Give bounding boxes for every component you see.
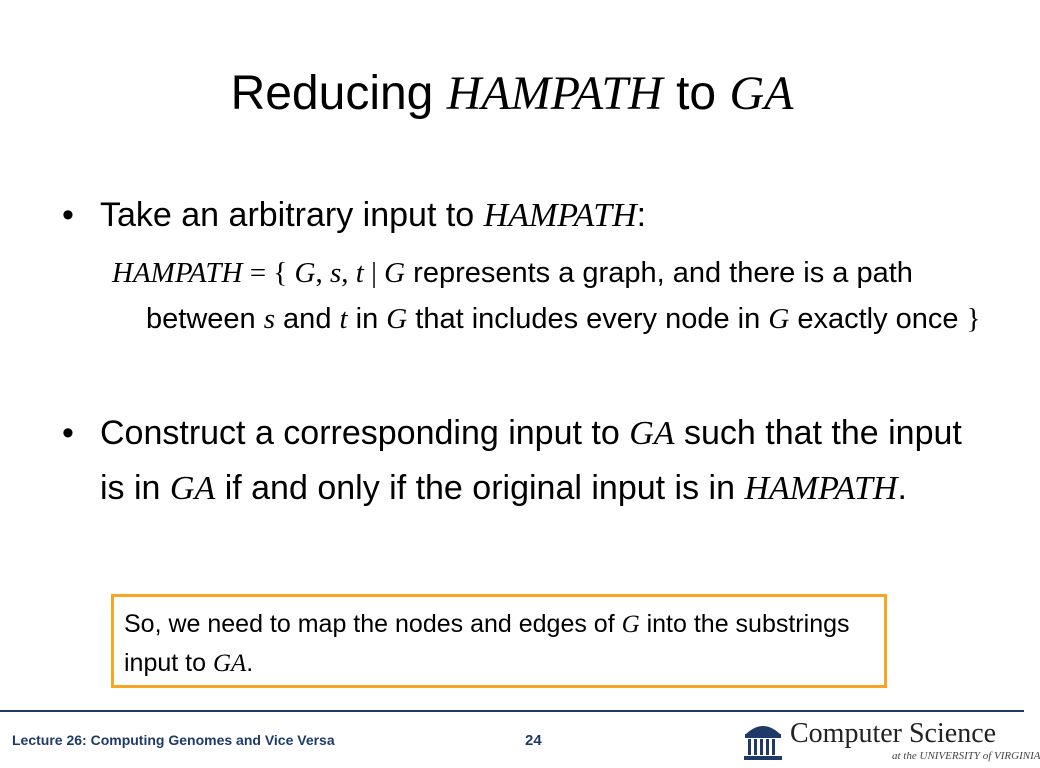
bullet-2-t2: such that the input is in [100, 414, 962, 507]
bullet-1-t2: : [636, 196, 647, 234]
bullet-dot: • [62, 414, 74, 452]
bullet-1-t1: Take an arbitrary input to [100, 196, 484, 234]
def-t2-var: t [339, 303, 348, 335]
note-box [111, 594, 887, 688]
bullet-2-m1: GA [629, 415, 675, 452]
def-g: G [294, 257, 316, 289]
def-t5: exactly once [789, 303, 967, 335]
bullet-2-t4: . [897, 469, 907, 507]
def-t2: and [275, 303, 340, 335]
note-m2: GA [212, 650, 247, 677]
bullet-dot: • [62, 196, 74, 234]
def-comma-2: , [341, 257, 356, 289]
def-comma-1: , [315, 257, 330, 289]
rotunda-icon [742, 718, 784, 762]
bullet-1 [62, 188, 962, 243]
bullet-2 [62, 406, 962, 516]
title-to: to [676, 67, 717, 120]
footer-divider [0, 710, 1024, 712]
def-t1: represents a graph, and there is a path between [146, 257, 913, 335]
bullet-2-m2: GA [169, 470, 216, 507]
def-t: t [355, 257, 364, 289]
bullet-2-m3: HAMPATH [744, 470, 898, 507]
bullet-1-text [100, 188, 962, 243]
footer-lecture-title: Lecture 26: Computing Genomes and Vice Versa [12, 732, 335, 748]
bullet-2-t1: Construct a corresponding input to [100, 414, 630, 452]
def-g2: G [384, 257, 406, 289]
def-close: } [966, 303, 981, 335]
def-g4: G [768, 303, 790, 335]
def-open: = { [242, 257, 295, 289]
logo-title: Computer Science [790, 718, 997, 749]
bullet-1-m1: HAMPATH [483, 197, 637, 234]
slide-title [0, 62, 1024, 126]
def-t4: that includes every node in [407, 303, 769, 335]
title-prefix: Reducing [230, 67, 434, 120]
hampath-definition [112, 250, 1006, 342]
note-m1: G [621, 611, 640, 638]
def-s: s [329, 257, 342, 289]
title-hampath: HAMPATH [446, 67, 663, 120]
logo-subtitle: at the UNIVERSITY of VIRGINIA [892, 750, 1040, 762]
def-s2: s [263, 303, 275, 335]
bullet-2-t3: if and only if the original input is in [215, 469, 745, 507]
def-bar: | [363, 257, 385, 289]
title-ga: GA [729, 67, 794, 120]
note-t3: . [246, 649, 254, 677]
bullet-2-text [100, 406, 962, 516]
def-set-name: HAMPATH [112, 257, 243, 289]
note-t2: into the substrings input to [124, 610, 850, 677]
page-number: 24 [525, 732, 542, 749]
def-t3: in [347, 303, 387, 335]
def-g3: G [386, 303, 408, 335]
cs-logo [742, 718, 1040, 764]
note-t1: So, we need to map the nodes and edges of [124, 610, 622, 638]
